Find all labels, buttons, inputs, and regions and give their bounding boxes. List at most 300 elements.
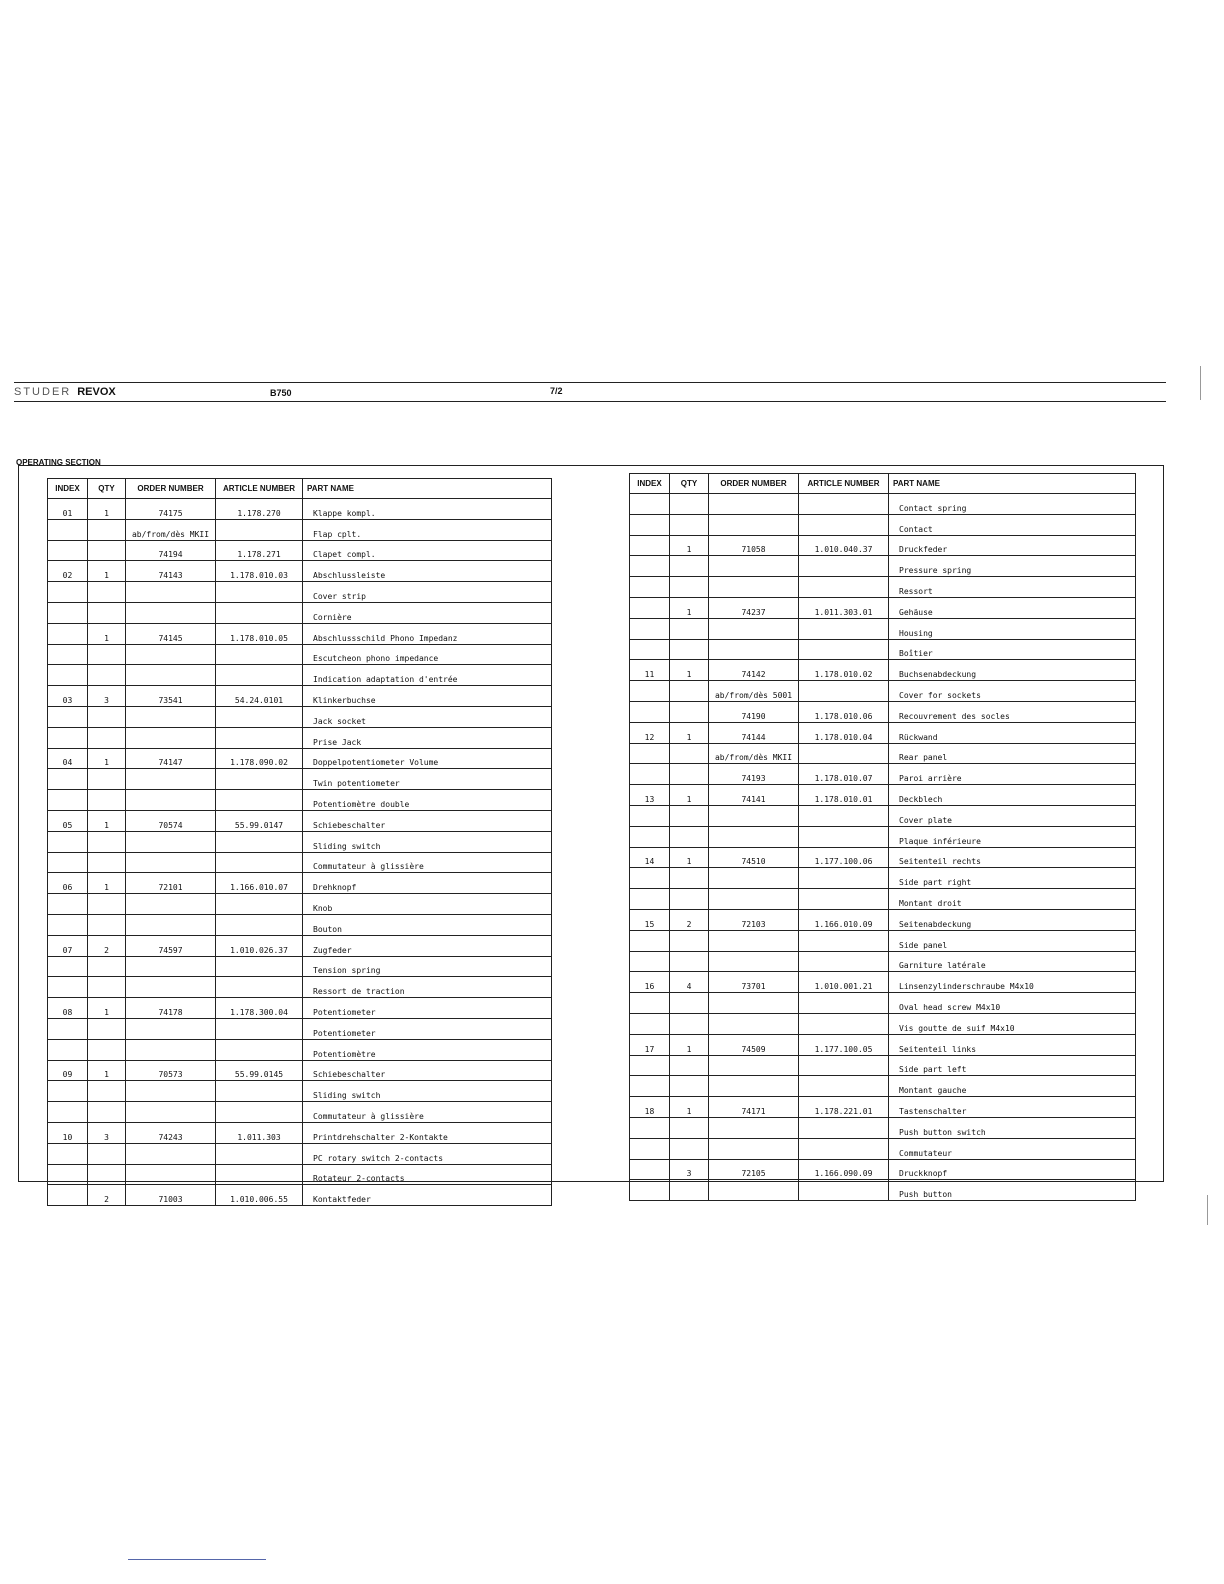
article-number-cell (216, 706, 303, 727)
article-number-cell (799, 930, 889, 951)
article-number-cell: 1.178.010.06 (799, 701, 889, 722)
index-cell (48, 1185, 88, 1206)
qty-cell (88, 790, 126, 811)
order-number-cell (126, 790, 216, 811)
qty-cell: 1 (670, 597, 709, 618)
order-number-cell (126, 582, 216, 603)
qty-cell (88, 831, 126, 852)
order-number-cell (709, 556, 799, 577)
index-cell: 18 (630, 1097, 670, 1118)
index-cell (48, 582, 88, 603)
table-row (630, 1034, 1136, 1055)
order-number-cell: 74509 (709, 1034, 799, 1055)
order-number-cell (126, 1102, 216, 1123)
index-cell (630, 930, 670, 951)
article-number-cell: 1.178.010.04 (799, 722, 889, 743)
qty-cell (670, 1013, 709, 1034)
order-number-cell: 72101 (126, 873, 216, 894)
article-number-cell: 1.010.006.55 (216, 1185, 303, 1206)
qty-cell (88, 1081, 126, 1102)
order-number-cell (709, 868, 799, 889)
index-cell (48, 1039, 88, 1060)
index-cell (630, 1013, 670, 1034)
qty-cell (670, 1180, 709, 1201)
table-header-row (48, 479, 552, 499)
article-number-cell (799, 868, 889, 889)
table-row (48, 831, 552, 852)
table-row (48, 1081, 552, 1102)
order-number-cell: 74178 (126, 998, 216, 1019)
header-rule-top (14, 382, 1166, 383)
col-part-name-header: PART NAME (303, 479, 552, 499)
index-cell (630, 639, 670, 660)
article-number-cell (799, 639, 889, 660)
col-article-number-header: ARTICLE NUMBER (216, 479, 303, 499)
article-number-cell (799, 1055, 889, 1076)
part-name-cell: Drehknopf (303, 873, 552, 894)
order-number-cell (126, 727, 216, 748)
part-name-cell: Zugfeder (303, 935, 552, 956)
table-row (48, 998, 552, 1019)
part-name-cell: Tension spring (303, 956, 552, 977)
table-row (630, 993, 1136, 1014)
article-number-cell (799, 514, 889, 535)
index-cell (48, 519, 88, 540)
order-number-cell: 74147 (126, 748, 216, 769)
table-row (48, 1018, 552, 1039)
article-number-cell (799, 889, 889, 910)
order-number-cell: 74193 (709, 764, 799, 785)
index-cell: 06 (48, 873, 88, 894)
part-name-cell: Paroi arrière (889, 764, 1136, 785)
article-number-cell: 1.010.001.21 (799, 972, 889, 993)
order-number-cell (709, 1138, 799, 1159)
qty-cell (670, 618, 709, 639)
article-number-cell (216, 790, 303, 811)
part-name-cell: Rotateur 2-contacts (303, 1164, 552, 1185)
table-row (48, 769, 552, 790)
part-name-cell: Deckblech (889, 785, 1136, 806)
part-name-cell: Sliding switch (303, 831, 552, 852)
qty-cell: 3 (670, 1159, 709, 1180)
qty-cell: 1 (670, 847, 709, 868)
index-cell (48, 706, 88, 727)
qty-cell (88, 1039, 126, 1060)
qty-cell (88, 727, 126, 748)
order-number-cell: 74141 (709, 785, 799, 806)
index-cell (48, 540, 88, 561)
table-row (630, 494, 1136, 515)
article-number-cell (799, 993, 889, 1014)
part-name-cell: Rückwand (889, 722, 1136, 743)
table-row (630, 514, 1136, 535)
qty-cell (88, 1143, 126, 1164)
article-number-cell (799, 743, 889, 764)
qty-cell (670, 868, 709, 889)
table-row (48, 1102, 552, 1123)
footer-line (128, 1559, 266, 1560)
article-number-cell (216, 894, 303, 915)
part-name-cell: PC rotary switch 2-contacts (303, 1143, 552, 1164)
col-index-header: INDEX (630, 474, 670, 494)
table-row (630, 951, 1136, 972)
article-number-cell (216, 582, 303, 603)
col-qty-header: QTY (670, 474, 709, 494)
index-cell (630, 764, 670, 785)
index-cell (48, 1164, 88, 1185)
part-name-cell: Kontaktfeder (303, 1185, 552, 1206)
index-cell (630, 993, 670, 1014)
article-number-cell (216, 977, 303, 998)
index-cell (630, 681, 670, 702)
index-cell (48, 602, 88, 623)
page-number: 7/2 (550, 386, 563, 396)
part-name-cell: Cover strip (303, 582, 552, 603)
part-name-cell: Housing (889, 618, 1136, 639)
table-header-row (630, 474, 1136, 494)
order-number-cell: 74194 (126, 540, 216, 561)
part-name-cell: Jack socket (303, 706, 552, 727)
article-number-cell (216, 1164, 303, 1185)
table-row (630, 597, 1136, 618)
part-name-cell: Clapet compl. (303, 540, 552, 561)
index-cell (630, 805, 670, 826)
part-name-cell: Gehäuse (889, 597, 1136, 618)
qty-cell (88, 1164, 126, 1185)
qty-cell (88, 894, 126, 915)
order-number-cell: 73701 (709, 972, 799, 993)
qty-cell: 1 (88, 810, 126, 831)
qty-cell (670, 805, 709, 826)
table-row (48, 956, 552, 977)
order-number-cell (126, 644, 216, 665)
qty-cell (670, 701, 709, 722)
qty-cell (670, 514, 709, 535)
qty-cell (670, 1076, 709, 1097)
article-number-cell: 54.24.0101 (216, 686, 303, 707)
article-number-cell (799, 951, 889, 972)
index-cell: 15 (630, 909, 670, 930)
order-number-cell: 70573 (126, 1060, 216, 1081)
index-cell: 02 (48, 561, 88, 582)
part-name-cell: Prise Jack (303, 727, 552, 748)
part-name-cell: Twin potentiometer (303, 769, 552, 790)
index-cell (630, 826, 670, 847)
table-row (630, 701, 1136, 722)
part-name-cell: Push button switch (889, 1117, 1136, 1138)
index-cell (48, 644, 88, 665)
table-row (630, 1055, 1136, 1076)
qty-cell (88, 519, 126, 540)
part-name-cell: Potentiometer (303, 1018, 552, 1039)
article-number-cell (216, 769, 303, 790)
order-number-cell: 71058 (709, 535, 799, 556)
part-name-cell: Ressort de traction (303, 977, 552, 998)
qty-cell (88, 1102, 126, 1123)
table-row (630, 972, 1136, 993)
qty-cell (670, 639, 709, 660)
part-name-cell: Commutateur (889, 1138, 1136, 1159)
part-name-cell: Klappe kompl. (303, 499, 552, 520)
index-cell (48, 1018, 88, 1039)
order-number-cell (126, 914, 216, 935)
order-number-cell: 74243 (126, 1122, 216, 1143)
qty-cell: 1 (88, 623, 126, 644)
table-row (48, 540, 552, 561)
article-number-cell: 1.178.010.01 (799, 785, 889, 806)
article-number-cell (216, 914, 303, 935)
article-number-cell (799, 618, 889, 639)
article-number-cell (216, 831, 303, 852)
index-cell (630, 494, 670, 515)
order-number-cell: 73541 (126, 686, 216, 707)
qty-cell: 2 (88, 935, 126, 956)
table-row (48, 914, 552, 935)
part-name-cell: Commutateur à glissière (303, 852, 552, 873)
qty-cell (88, 769, 126, 790)
order-number-cell (126, 1164, 216, 1185)
table-row (48, 1122, 552, 1143)
table-row (630, 660, 1136, 681)
article-number-cell (799, 826, 889, 847)
article-number-cell: 1.010.026.37 (216, 935, 303, 956)
index-cell (630, 1055, 670, 1076)
index-cell (630, 701, 670, 722)
table-row (630, 909, 1136, 930)
table-row (630, 826, 1136, 847)
order-number-cell (126, 1143, 216, 1164)
index-cell: 11 (630, 660, 670, 681)
qty-cell: 1 (670, 660, 709, 681)
table-row (48, 665, 552, 686)
order-number-cell (709, 993, 799, 1014)
article-number-cell: 1.178.010.02 (799, 660, 889, 681)
part-name-cell: Schiebeschalter (303, 810, 552, 831)
qty-cell: 2 (88, 1185, 126, 1206)
table-row (48, 852, 552, 873)
index-cell (48, 727, 88, 748)
qty-cell (670, 577, 709, 598)
order-number-cell (126, 769, 216, 790)
model-number: B750 (270, 388, 292, 398)
table-row (630, 722, 1136, 743)
article-number-cell (216, 602, 303, 623)
index-cell (48, 956, 88, 977)
order-number-cell (126, 602, 216, 623)
table-row (630, 535, 1136, 556)
qty-cell (670, 681, 709, 702)
part-name-cell: Montant droit (889, 889, 1136, 910)
table-row (630, 639, 1136, 660)
order-number-cell (126, 665, 216, 686)
order-number-cell (709, 1013, 799, 1034)
table-row (48, 1060, 552, 1081)
order-number-cell: 74510 (709, 847, 799, 868)
part-name-cell: Pressure spring (889, 556, 1136, 577)
part-name-cell: Recouvrement des socles (889, 701, 1136, 722)
brand-logo (14, 386, 116, 398)
article-number-cell (799, 1013, 889, 1034)
order-number-cell (709, 1180, 799, 1201)
table-row (48, 894, 552, 915)
part-name-cell: Side panel (889, 930, 1136, 951)
order-number-cell (126, 1039, 216, 1060)
index-cell (630, 535, 670, 556)
qty-cell (670, 556, 709, 577)
index-cell (48, 1081, 88, 1102)
part-name-cell: Cover for sockets (889, 681, 1136, 702)
index-cell (48, 623, 88, 644)
article-number-cell (216, 1143, 303, 1164)
order-number-cell (126, 977, 216, 998)
qty-cell (670, 993, 709, 1014)
qty-cell (88, 956, 126, 977)
index-cell: 14 (630, 847, 670, 868)
qty-cell: 3 (88, 686, 126, 707)
qty-cell (88, 665, 126, 686)
table-row (630, 681, 1136, 702)
article-number-cell (216, 519, 303, 540)
index-cell: 07 (48, 935, 88, 956)
col-index-header: INDEX (48, 479, 88, 499)
index-cell: 12 (630, 722, 670, 743)
article-number-cell: 1.178.221.01 (799, 1097, 889, 1118)
table-row (630, 1180, 1136, 1201)
order-number-cell (709, 889, 799, 910)
qty-cell (88, 602, 126, 623)
qty-cell: 1 (88, 748, 126, 769)
qty-cell (88, 1018, 126, 1039)
order-number-cell: ab/from/dès MKII (126, 519, 216, 540)
table-row (630, 1117, 1136, 1138)
part-name-cell: Potentiomètre (303, 1039, 552, 1060)
qty-cell (670, 826, 709, 847)
table-row (48, 561, 552, 582)
order-number-cell: ab/from/dès 5001 (709, 681, 799, 702)
article-number-cell: 55.99.0145 (216, 1060, 303, 1081)
order-number-cell (126, 956, 216, 977)
table-row (48, 1143, 552, 1164)
part-name-cell: Side part right (889, 868, 1136, 889)
brand-studer: STUDER (14, 386, 72, 398)
order-number-cell (126, 894, 216, 915)
table-row (630, 1013, 1136, 1034)
part-name-cell: Montant gauche (889, 1076, 1136, 1097)
index-cell (630, 514, 670, 535)
qty-cell: 1 (670, 785, 709, 806)
article-number-cell: 1.178.090.02 (216, 748, 303, 769)
index-cell: 08 (48, 998, 88, 1019)
part-name-cell: Printdrehschalter 2-Kontakte (303, 1122, 552, 1143)
part-name-cell: Schiebeschalter (303, 1060, 552, 1081)
index-cell: 13 (630, 785, 670, 806)
article-number-cell: 1.178.270 (216, 499, 303, 520)
qty-cell: 1 (88, 561, 126, 582)
article-number-cell (799, 1138, 889, 1159)
table-row (630, 577, 1136, 598)
margin-mark-top (1200, 366, 1201, 400)
part-name-cell: Seitenabdeckung (889, 909, 1136, 930)
index-cell (48, 769, 88, 790)
col-order-number-header: ORDER NUMBER (126, 479, 216, 499)
part-name-cell: Flap cplt. (303, 519, 552, 540)
table-row (630, 743, 1136, 764)
article-number-cell: 1.011.303 (216, 1122, 303, 1143)
order-number-cell: ab/from/dès MKII (709, 743, 799, 764)
order-number-cell: 74142 (709, 660, 799, 681)
order-number-cell (709, 514, 799, 535)
order-number-cell (126, 1018, 216, 1039)
part-name-cell: Druckfeder (889, 535, 1136, 556)
index-cell: 09 (48, 1060, 88, 1081)
article-number-cell (799, 556, 889, 577)
part-name-cell: Potentiometer (303, 998, 552, 1019)
qty-cell: 3 (88, 1122, 126, 1143)
margin-mark-bottom (1207, 1195, 1208, 1225)
article-number-cell (216, 1018, 303, 1039)
part-name-cell: Bouton (303, 914, 552, 935)
index-cell: 01 (48, 499, 88, 520)
table-row (48, 644, 552, 665)
parts-table-right (629, 473, 1136, 1201)
article-number-cell: 1.178.300.04 (216, 998, 303, 1019)
qty-cell: 1 (88, 1060, 126, 1081)
part-name-cell: Contact spring (889, 494, 1136, 515)
qty-cell (670, 951, 709, 972)
qty-cell (670, 1117, 709, 1138)
index-cell (48, 977, 88, 998)
order-number-cell (126, 706, 216, 727)
order-number-cell: 74171 (709, 1097, 799, 1118)
part-name-cell: Escutcheon phono impedance (303, 644, 552, 665)
order-number-cell: 72105 (709, 1159, 799, 1180)
index-cell (48, 665, 88, 686)
part-name-cell: Vis goutte de suif M4x10 (889, 1013, 1136, 1034)
brand-revox: REVOX (77, 386, 116, 398)
article-number-cell (216, 644, 303, 665)
article-number-cell: 1.010.040.37 (799, 535, 889, 556)
index-cell (630, 597, 670, 618)
index-cell (48, 894, 88, 915)
article-number-cell: 55.99.0147 (216, 810, 303, 831)
index-cell (630, 556, 670, 577)
table-row (48, 727, 552, 748)
order-number-cell: 70574 (126, 810, 216, 831)
table-row (48, 499, 552, 520)
part-name-cell: Abschlussschild Phono Impedanz (303, 623, 552, 644)
order-number-cell (709, 618, 799, 639)
order-number-cell (709, 639, 799, 660)
index-cell (48, 852, 88, 873)
order-number-cell (709, 1076, 799, 1097)
article-number-cell (799, 494, 889, 515)
article-number-cell: 1.178.010.03 (216, 561, 303, 582)
qty-cell: 1 (670, 1097, 709, 1118)
index-cell: 17 (630, 1034, 670, 1055)
col-part-name-header: PART NAME (889, 474, 1136, 494)
table-row (48, 977, 552, 998)
qty-cell: 1 (88, 998, 126, 1019)
col-order-number-header: ORDER NUMBER (709, 474, 799, 494)
article-number-cell (799, 1117, 889, 1138)
table-row (630, 556, 1136, 577)
header-rule-bottom (14, 401, 1166, 402)
table-row (630, 618, 1136, 639)
part-name-cell: Druckknopf (889, 1159, 1136, 1180)
table-row (48, 935, 552, 956)
table-row (630, 785, 1136, 806)
article-number-cell (216, 1102, 303, 1123)
